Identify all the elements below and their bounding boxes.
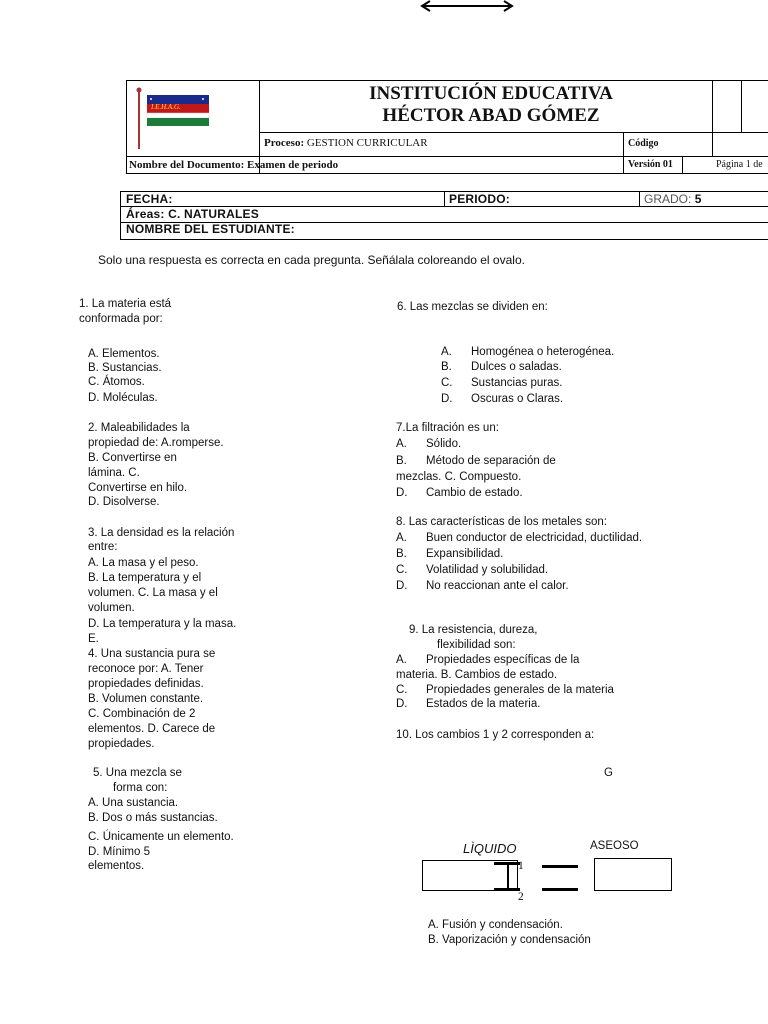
q8-letter-b: B. [396,548,407,560]
version-value: 01 [662,159,673,170]
change-1-arrow-line [542,865,578,868]
q7-option-b-cont[interactable]: mezclas. C. Compuesto. [396,471,522,483]
q7-letter-d: D. [396,487,408,499]
q7-letter-b: B. [396,455,407,467]
q7-option-a[interactable]: Sólido. [426,438,462,450]
q9-option-a-cont[interactable]: materia. B. Cambios de estado. [396,669,558,681]
change-2-label: 2 [518,891,524,903]
question-4-line4: B. Volumen constante. [88,693,204,705]
q5-option-b[interactable]: B. Dos o más sustancias. [88,812,218,824]
question-3-line3: A. La masa y el peso. [88,557,199,569]
question-2-line2: propiedad de: A.romperse. [88,437,224,449]
question-2-line5: Convertirse en hilo. [88,482,188,494]
liquido-label: LÌQUIDO [463,841,517,856]
q1-option-a[interactable]: A. Elementos. [88,348,160,360]
q6-option-c[interactable]: Sustancias puras. [471,377,563,389]
question-3-line5: volumen. C. La masa y el [88,587,218,599]
question-1-line1: 1. La materia está [79,298,172,310]
q9-option-a[interactable]: Propiedades específicas de la [426,654,580,666]
q8-option-a[interactable]: Buen conductor de electricidad, ductilidad. [426,532,643,544]
institution-name-line1: INSTITUCIÓN EDUCATIVA [369,83,613,104]
documento-label: Nombre del Documento: [129,159,245,171]
documento-value: Examen de periodo [247,159,339,171]
q6-letter-b: B. [441,361,452,373]
q5-option-d[interactable]: D. Mínimo 5 [88,846,150,858]
question-4-line1: 4. Una sustancia pura se [88,648,216,660]
q8-letter-c: C. [396,564,408,576]
instructions-text: Solo una respuesta es correcta en cada pregunta. Señálala coloreando el ovalo. [98,253,525,267]
estudiante-label: NOMBRE DEL ESTUDIANTE: [126,222,295,236]
aseoso-label: ASEOSO [590,840,639,852]
q8-option-b[interactable]: Expansibilidad. [426,548,504,560]
q6-option-d[interactable]: Oscuras o Claras. [471,393,564,405]
change-2-arrow-line [542,888,578,891]
q10-option-a[interactable]: A. Fusión y condensación. [428,919,563,931]
areas-label: Áreas: C. NATURALES [126,207,259,221]
pagina-text: Página 1 de [716,159,763,170]
q1-option-d[interactable]: D. Moléculas. [88,392,158,404]
q10-option-b[interactable]: B. Vaporización y condensación [428,934,591,946]
question-3-line4: B. La temperatura y el [88,572,202,584]
question-4-line7: propiedades. [88,738,155,750]
question-10: 10. Los cambios 1 y 2 corresponden a: [396,729,595,741]
question-2-line3: B. Convertirse en [88,452,177,464]
question-3-line8: E. [88,633,99,645]
q1-option-c[interactable]: C. Átomos. [88,376,145,388]
arrow-1-bar [494,862,520,865]
q9-option-c[interactable]: Propiedades generales de la materia [426,684,614,696]
q8-letter-d: D. [396,580,408,592]
question-5-line2: forma con: [113,782,168,794]
proceso-label: Proceso: [264,137,305,149]
document-header-table [126,80,768,174]
q5-option-a[interactable]: A. Una sustancia. [88,797,179,809]
question-9-line2: flexibilidad son: [437,639,516,651]
student-info-table [120,191,768,240]
question-4-line2: reconoce por: A. Tener [88,663,204,675]
q9-letter-a: A. [396,654,407,666]
q5-option-d-cont: elementos. [88,860,145,872]
proceso-value: GESTION CURRICULAR [306,137,428,149]
codigo-label: Código [628,138,659,149]
q1-option-b[interactable]: B. Sustancias. [88,362,162,374]
institution-name-line2: HÉCTOR ABAD GÓMEZ [382,105,600,126]
question-4-line5: C. Combinación de 2 [88,708,196,720]
q8-option-c[interactable]: Volatilidad y solubilidad. [426,564,549,576]
periodo-label: PERIODO: [449,192,510,206]
q9-letter-d: D. [396,698,408,710]
question-5-line1: 5. Una mezcla se [93,767,182,779]
q7-option-b[interactable]: Método de separación de [426,455,556,467]
grado-value: 5 [694,192,702,206]
q9-option-d[interactable]: Estados de la materia. [426,698,541,710]
arrow-2-bar [494,888,520,891]
question-6: 6. Las mezclas se dividen en: [397,301,548,313]
question-8: 8. Las características de los metales son: [396,516,607,528]
question-2-line6: D. Disolverse. [88,496,160,508]
question-2-line4: lámina. C. [88,467,140,479]
q6-letter-c: C. [441,377,453,389]
question-3-line2: entre: [88,541,118,553]
question-2-line1: 2. Maleabilidades la [88,422,190,434]
double-arrow-icon [418,0,516,14]
question-9-line1: 9. La resistencia, dureza, [409,624,538,636]
q6-letter-a: A. [441,346,452,358]
question-1-line2: conformada por: [79,313,163,325]
institution-logo [133,85,213,151]
stray-letter-g: G [604,767,613,779]
q8-letter-a: A. [396,532,407,544]
question-3-line7: D. La temperatura y la masa. [88,618,237,630]
q7-letter-a: A. [396,438,407,450]
q6-option-a[interactable]: Homogénea o heterogénea. [471,346,615,358]
logo-text: I.E.H.A.G. [151,103,181,111]
q6-letter-d: D. [441,393,453,405]
question-3-line1: 3. La densidad es la relación [88,527,235,539]
question-3-line6: volumen. [88,602,135,614]
version-label: Versión [628,159,661,170]
q8-option-d[interactable]: No reaccionan ante el calor. [426,580,569,592]
q6-option-b[interactable]: Dulces o saladas. [471,361,562,373]
question-4-line6: elementos. D. Carece de [88,723,216,735]
grado-label: GRADO: [644,192,692,206]
q7-option-d[interactable]: Cambio de estado. [426,487,523,499]
question-4-line3: propiedades definidas. [88,678,204,690]
arrow-1-stem [507,862,509,891]
q9-letter-c: C. [396,684,408,696]
fecha-label: FECHA: [126,192,173,206]
question-7: 7.La filtración es un: [396,422,499,434]
change-1-label: 1 [518,860,524,872]
gas-state-box [594,858,672,891]
q5-option-c[interactable]: C. Únicamente un elemento. [88,831,234,843]
